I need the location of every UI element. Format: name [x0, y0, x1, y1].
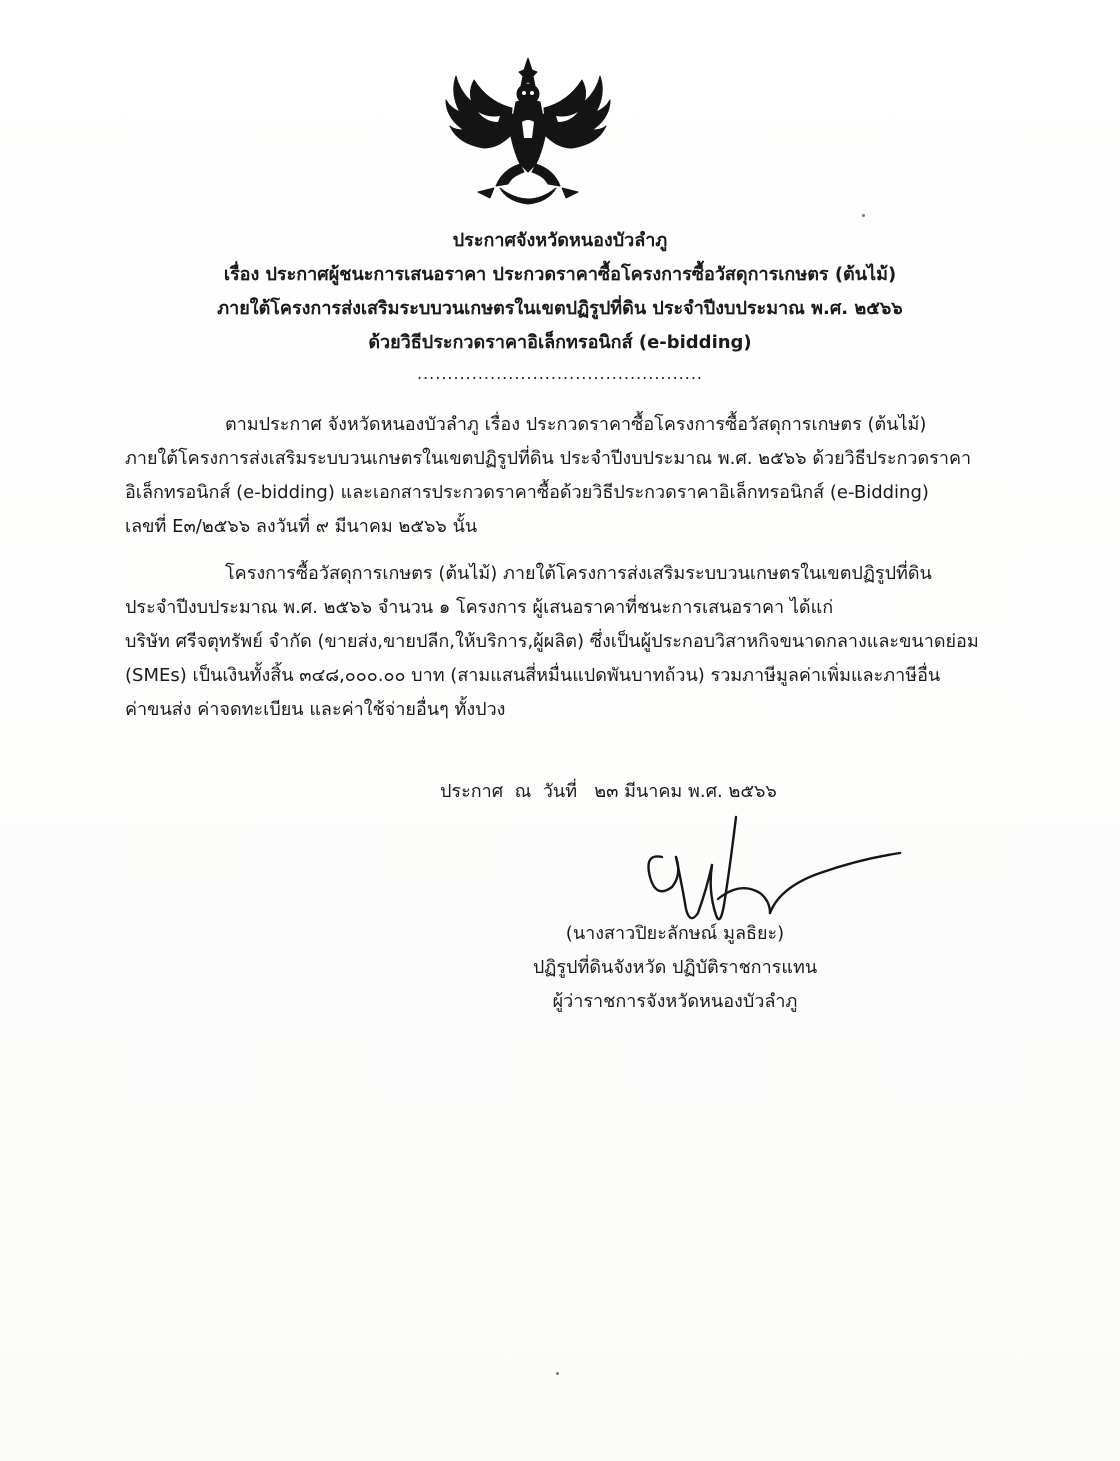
paragraph-line: โครงการซื้อวัสดุการเกษตร (ต้นไม้) ภายใต้โครงการส่งเสริมระบบวนเกษตรในเขตปฏิรูปที่ดิน: [225, 563, 932, 584]
announcement-date: ประกาศ ณ วันที่ ๒๓ มีนาคม พ.ศ. ๒๕๖๖: [440, 781, 777, 802]
paragraph-line: ภายใต้โครงการส่งเสริมระบบวนเกษตรในเขตปฏิรูปที่ดิน ประจำปีงบประมาณ พ.ศ. ๒๕๖๖ ด้วยวิธีประกวดราคา: [125, 448, 972, 469]
announcement-title: ประกาศจังหวัดหนองบัวลำภู: [452, 230, 668, 251]
announcement-header: [60, 224, 1060, 360]
paragraph-reference: [125, 408, 1000, 544]
garuda-emblem-icon: [438, 52, 618, 212]
signer-position-line2: ผู้ว่าราชการจังหวัดหนองบัวลำภู: [552, 991, 798, 1012]
announcement-subject: เรื่อง ประกาศผู้ชนะการเสนอราคา ประกวดราคาซื้อโครงการซื้อวัสดุการเกษตร (ต้นไม้): [223, 264, 897, 285]
paragraph-line: ค่าขนส่ง ค่าจดทะเบียน และค่าใช้จ่ายอื่นๆ ทั้งปวง: [125, 699, 506, 720]
signer-name: (นางสาวปิยะลักษณ์ มูลธิยะ): [565, 923, 785, 944]
signer-block: [495, 917, 855, 1019]
paragraph-line: ประจำปีงบประมาณ พ.ศ. ๒๕๖๖ จำนวน ๑ โครงการ ผู้เสนอราคาที่ชนะการเสนอราคา ได้แก่: [125, 597, 834, 618]
announcement-subject-line3: ด้วยวิธีประกวดราคาอิเล็กทรอนิกส์ (e-bidding): [368, 332, 752, 353]
paragraph-line: เลขที่ E๓/๒๕๖๖ ลงวันที่ ๙ มีนาคม ๒๕๖๖ นั้น: [125, 516, 478, 537]
paragraph-line: อิเล็กทรอนิกส์ (e-bidding) และเอกสารประกวดราคาซื้อด้วยวิธีประกวดราคาอิเล็กทรอนิกส์ (e-Bidding): [125, 482, 929, 503]
dotted-separator: ...............................................: [416, 364, 704, 383]
signer-position: ปฏิรูปที่ดินจังหวัด ปฏิบัติราชการแทน: [532, 957, 818, 978]
scan-speck: [862, 214, 865, 217]
paragraph-line: บริษัท ศรีจตุทรัพย์ จำกัด (ขายส่ง,ขายปลีก,ให้บริการ,ผู้ผลิต) ซึ่งเป็นผู้ประกอบวิสาหกิจขนาดกลางและขนาดย่อม: [125, 631, 979, 652]
paragraph-line: ตามประกาศ จังหวัดหนองบัวลำภู เรื่อง ประกวดราคาซื้อโครงการซื้อวัสดุการเกษตร (ต้นไม้): [225, 414, 927, 435]
announcement-subject-line2: ภายใต้โครงการส่งเสริมระบบวนเกษตรในเขตปฏิรูปที่ดิน ประจำปีงบประมาณ พ.ศ. ๒๕๖๖: [217, 298, 903, 319]
paragraph-line: (SMEs) เป็นเงินทั้งสิ้น ๓๔๘,๐๐๐.๐๐ บาท (สามแสนสี่หมื่นแปดพันบาทถ้วน) รวมภาษีมูลค่าเพิ่มและภาษีอื่น: [125, 665, 941, 686]
paragraph-winner: [125, 557, 1000, 727]
scan-speck: [556, 1372, 559, 1375]
